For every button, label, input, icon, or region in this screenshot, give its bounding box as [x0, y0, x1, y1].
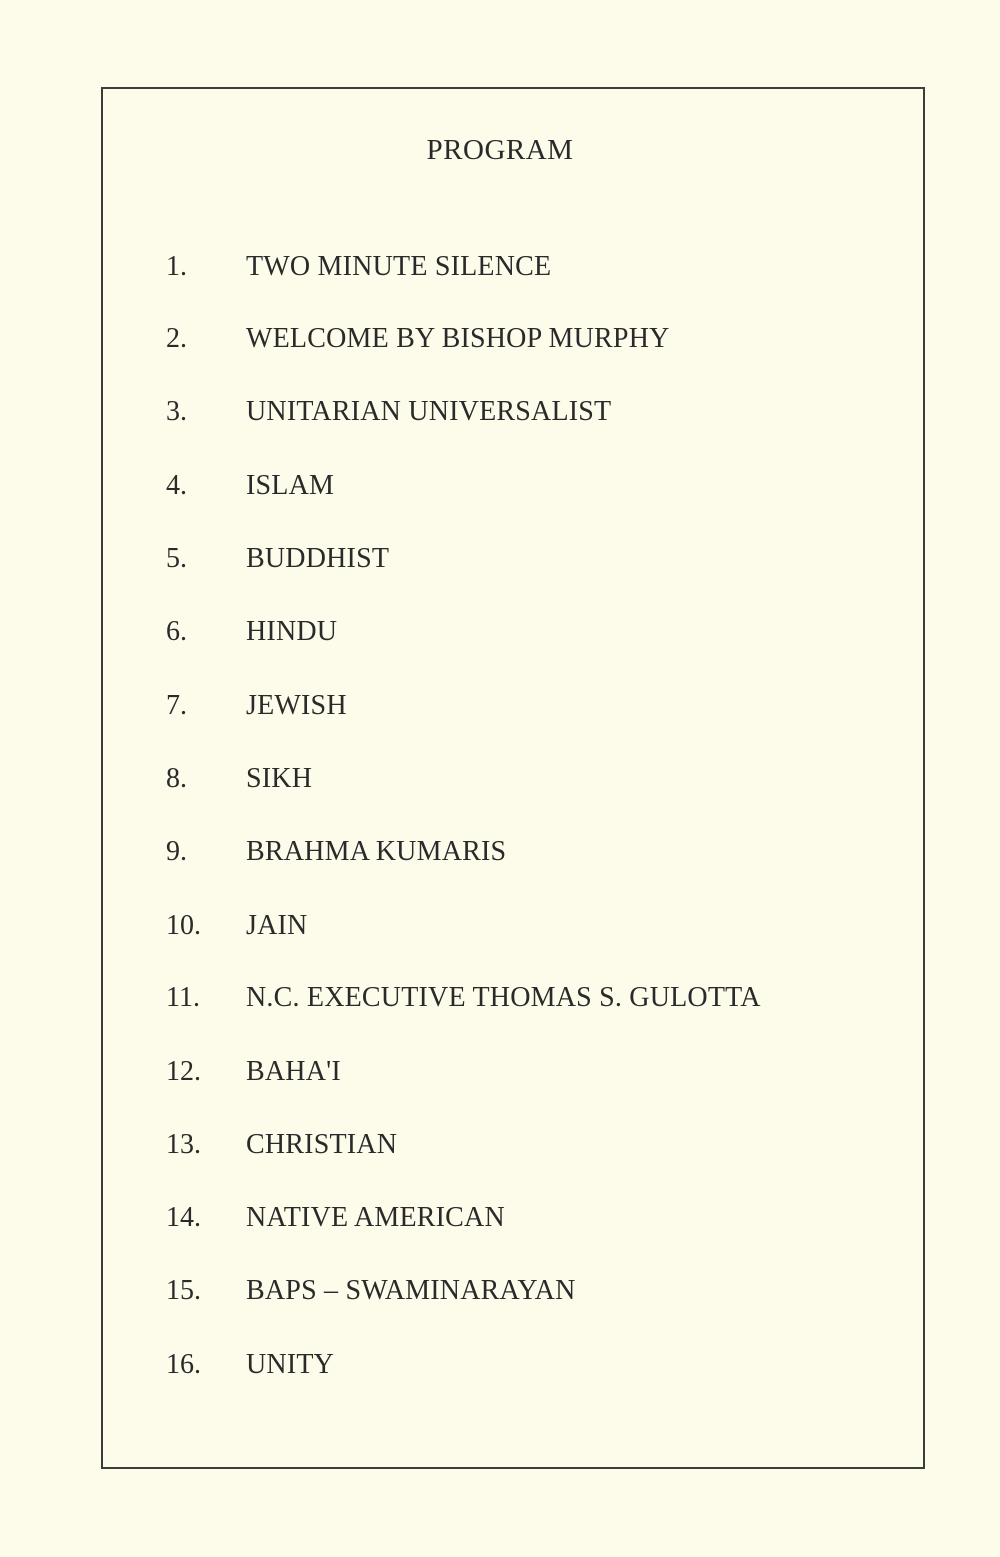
- item-number: 14.: [166, 1202, 201, 1233]
- item-number: 2.: [166, 323, 187, 354]
- item-label: BAHA'I: [246, 1056, 341, 1087]
- item-label: BUDDHIST: [246, 543, 390, 574]
- item-label: TWO MINUTE SILENCE: [246, 251, 552, 282]
- list-item: [0, 832, 900, 872]
- item-number: 8.: [166, 763, 187, 794]
- list-item: [0, 1198, 900, 1238]
- item-number: 12.: [166, 1056, 201, 1087]
- list-item: [0, 612, 900, 652]
- list-item: [0, 759, 900, 799]
- item-label: HINDU: [246, 616, 338, 647]
- item-number: 1.: [166, 251, 187, 282]
- item-label: NATIVE AMERICAN: [246, 1202, 505, 1233]
- list-item: [0, 1345, 900, 1385]
- item-number: 11.: [166, 982, 200, 1013]
- list-item: [0, 978, 900, 1018]
- item-label: BAPS – SWAMINARAYAN: [246, 1275, 576, 1306]
- list-item: [0, 906, 900, 946]
- list-item: [0, 319, 900, 359]
- item-label: ISLAM: [246, 470, 335, 501]
- item-number: 10.: [166, 910, 201, 941]
- item-number: 13.: [166, 1129, 201, 1160]
- item-label: UNITY: [246, 1349, 335, 1380]
- list-item: [0, 392, 900, 432]
- list-item: [0, 1125, 900, 1165]
- item-label: UNITARIAN UNIVERSALIST: [246, 396, 612, 427]
- page-title: PROGRAM: [426, 134, 574, 166]
- item-label: N.C. EXECUTIVE THOMAS S. GULOTTA: [246, 982, 761, 1013]
- list-item: [0, 247, 900, 287]
- list-item: [0, 466, 900, 506]
- item-label: SIKH: [246, 763, 313, 794]
- item-number: 7.: [166, 690, 187, 721]
- item-label: CHRISTIAN: [246, 1129, 398, 1160]
- item-label: JEWISH: [246, 690, 347, 721]
- item-label: WELCOME BY BISHOP MURPHY: [246, 323, 670, 354]
- item-number: 15.: [166, 1275, 201, 1306]
- item-number: 4.: [166, 470, 187, 501]
- item-number: 6.: [166, 616, 187, 647]
- list-item: [0, 1052, 900, 1092]
- item-label: JAIN: [246, 910, 308, 941]
- item-number: 3.: [166, 396, 187, 427]
- item-number: 16.: [166, 1349, 201, 1380]
- item-label: BRAHMA KUMARIS: [246, 836, 507, 867]
- item-number: 9.: [166, 836, 187, 867]
- list-item: [0, 539, 900, 579]
- item-number: 5.: [166, 543, 187, 574]
- list-item: [0, 1271, 900, 1311]
- list-item: [0, 686, 900, 726]
